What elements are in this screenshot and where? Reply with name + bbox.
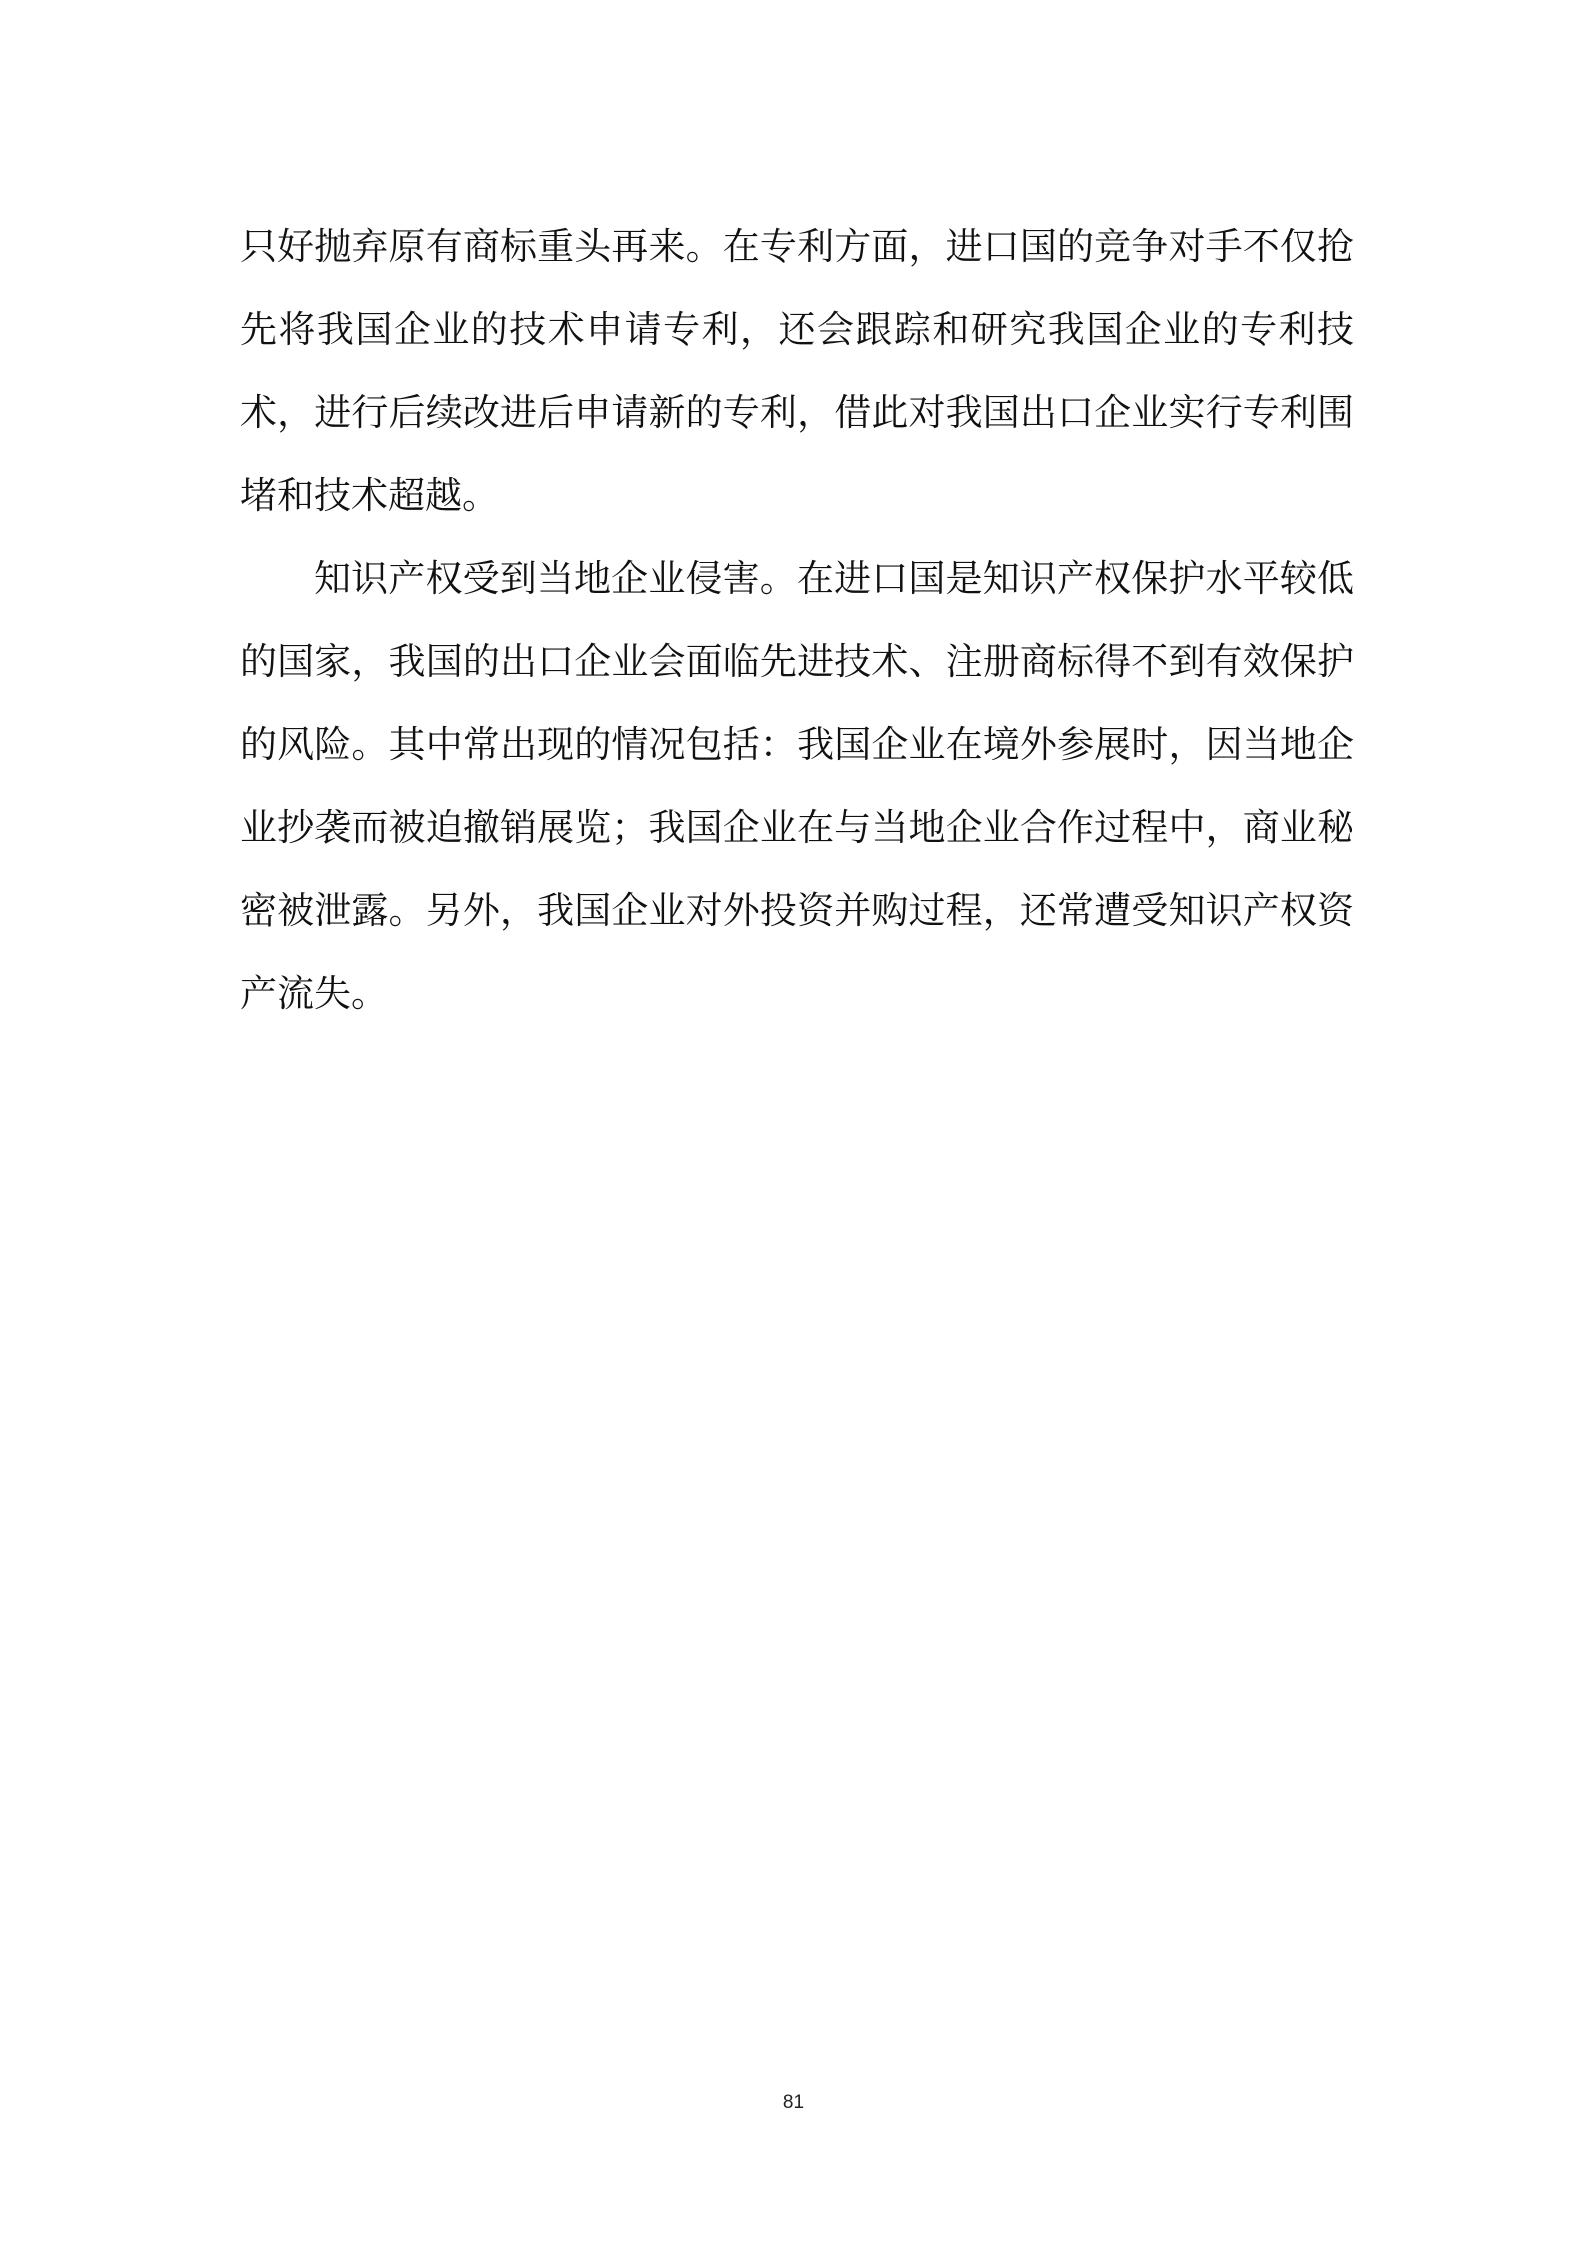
text-line: 密被泄露。另外，我国企业对外投资并购过程，还常遭受知识产权资 <box>240 889 1354 932</box>
text-line: 的风险。其中常出现的情况包括：我国企业在境外参展时，因当地企 <box>240 723 1354 766</box>
paragraph-2 <box>240 537 1354 1035</box>
text-line: 先将我国企业的技术申请专利，还会跟踪和研究我国企业的专利技 <box>240 308 1354 351</box>
paragraph-1 <box>240 205 1354 537</box>
page-number: 81 <box>782 2092 805 2113</box>
text-line: 的国家，我国的出口企业会面临先进技术、注册商标得不到有效保护 <box>240 640 1354 683</box>
text-line: 产流失。 <box>240 972 388 1015</box>
body-text <box>240 205 1354 1035</box>
text-line: 堵和技术超越。 <box>240 474 499 517</box>
text-line: 只好抛弃原有商标重头再来。在专利方面，进口国的竞争对手不仅抢 <box>240 225 1354 268</box>
text-line: 知识产权受到当地企业侵害。在进口国是知识产权保护水平较低 <box>314 557 1354 600</box>
text-line: 术，进行后续改进后申请新的专利，借此对我国出口企业实行专利围 <box>240 391 1354 434</box>
text-line: 业抄袭而被迫撤销展览；我国企业在与当地企业合作过程中，商业秘 <box>240 806 1354 849</box>
